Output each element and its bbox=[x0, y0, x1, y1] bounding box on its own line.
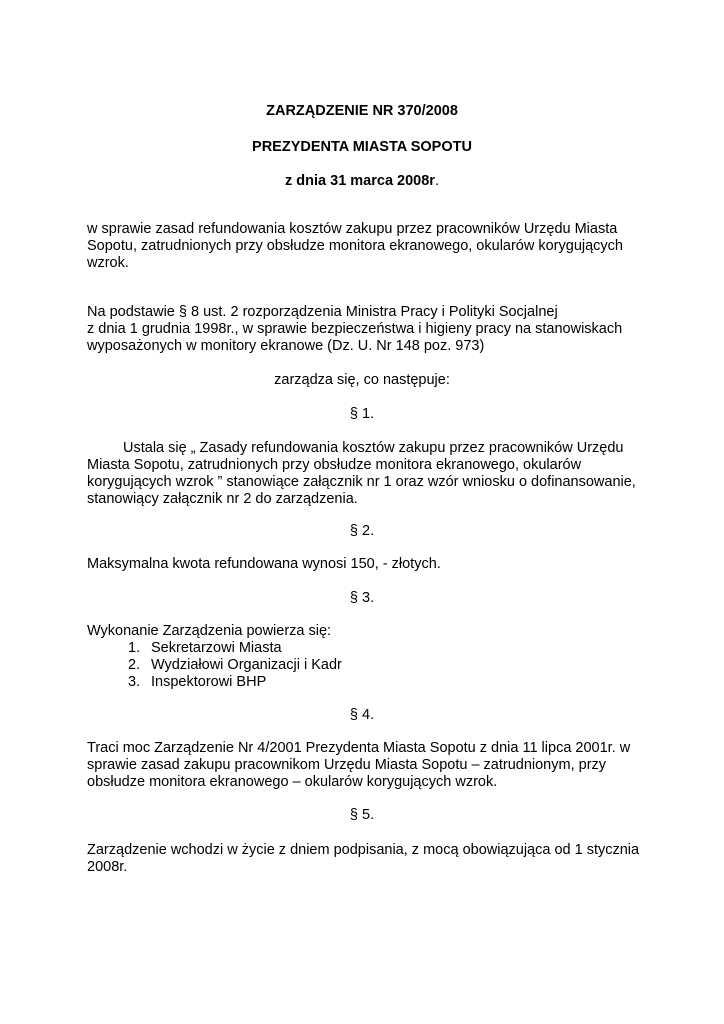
section-1-line: korygujących wzrok ” stanowiące załącznik nr 1 oraz wzór wniosku o dofinansowanie, bbox=[87, 474, 636, 490]
list-item-text: Inspektorowi BHP bbox=[151, 674, 267, 690]
document-date-dot: . bbox=[434, 173, 439, 189]
section-1-line: Miasta Sopotu, zatrudnionych przy obsłudze monitora ekranowego, okularów bbox=[87, 457, 582, 473]
orders-phrase: zarządza się, co następuje: bbox=[274, 372, 450, 388]
section-1-line-text: Ustala się „ Zasady refundowania kosztów zakupu przez pracowników Urzędu bbox=[123, 440, 624, 456]
list-item-number: 1. bbox=[128, 640, 141, 656]
list-item bbox=[87, 640, 647, 657]
section-mark: § 5. bbox=[349, 807, 375, 823]
legal-basis-block bbox=[87, 304, 647, 355]
list-item-number: 3. bbox=[128, 674, 141, 690]
legal-basis-line: Na podstawie § 8 ust. 2 rozporządzenia Ministra Pracy i Polityki Socjalnej bbox=[87, 304, 558, 320]
document-date bbox=[0, 173, 724, 190]
section-2-body bbox=[87, 556, 647, 573]
section-mark: § 1. bbox=[349, 406, 375, 422]
section-mark: § 3. bbox=[349, 590, 375, 606]
legal-basis-line: wyposażonych w monitory ekranowe (Dz. U. Nr 148 poz. 973) bbox=[87, 338, 485, 354]
section-5-line: Zarządzenie wchodzi w życie z dniem podpisania, z mocą obowiązująca od 1 stycznia bbox=[87, 842, 640, 858]
subject-block bbox=[87, 221, 647, 272]
section-2-line: Maksymalna kwota refundowana wynosi 150, - złotych. bbox=[87, 556, 441, 572]
list-item-text: Wydziałowi Organizacji i Kadr bbox=[151, 657, 342, 673]
assignee-list bbox=[87, 640, 647, 691]
section-mark: § 4. bbox=[349, 707, 375, 723]
section-4-line: Traci moc Zarządzenie Nr 4/2001 Prezydenta Miasta Sopotu z dnia 11 lipca 2001r. w bbox=[87, 740, 631, 756]
section-4-line: obsłudze monitora ekranowego – okularów korygujących wzrok. bbox=[87, 774, 498, 790]
section-4-body bbox=[87, 740, 647, 791]
section-5-body bbox=[87, 842, 647, 876]
subject-line: w sprawie zasad refundowania kosztów zakupu przez pracowników Urzędu Miasta bbox=[87, 221, 618, 237]
section-1-line bbox=[87, 440, 647, 457]
section-5-line: 2008r. bbox=[87, 859, 128, 875]
list-item-number: 2. bbox=[128, 657, 141, 673]
document-title: ZARZĄDZENIE NR 370/2008 bbox=[266, 103, 458, 119]
list-item-text: Sekretarzowi Miasta bbox=[151, 640, 282, 656]
subject-line: wzrok. bbox=[87, 255, 129, 271]
section-mark: § 2. bbox=[349, 523, 375, 539]
list-item bbox=[87, 657, 647, 674]
document-date-text: z dnia 31 marca 2008r bbox=[285, 173, 435, 189]
section-3-body bbox=[87, 623, 647, 691]
section-1-body bbox=[87, 440, 647, 508]
list-item bbox=[87, 674, 647, 691]
subject-line: Sopotu, zatrudnionych przy obsłudze monitora ekranowego, okularów korygujących bbox=[87, 238, 623, 254]
section-4-line: sprawie zasad zakupu pracownikom Urzędu Miasta Sopotu – zatrudnionym, przy bbox=[87, 757, 607, 773]
section-3-intro: Wykonanie Zarządzenia powierza się: bbox=[87, 623, 332, 639]
legal-basis-line: z dnia 1 grudnia 1998r., w sprawie bezpieczeństwa i higieny pracy na stanowiskach bbox=[87, 321, 623, 337]
section-1-line: stanowiący załącznik nr 2 do zarządzenia. bbox=[87, 491, 358, 507]
document-issuer: PREZYDENTA MIASTA SOPOTU bbox=[252, 139, 472, 155]
